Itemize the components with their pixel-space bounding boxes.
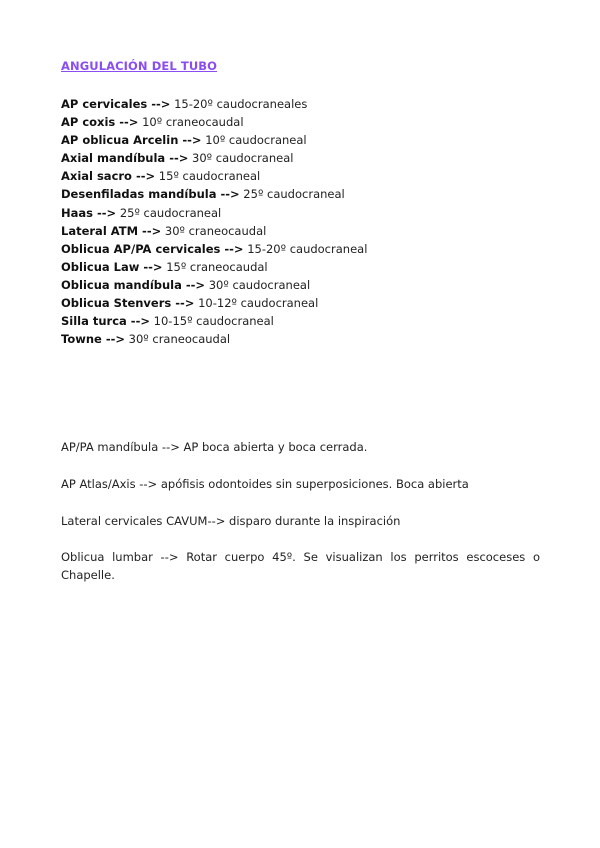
angle-value: 10º caudocraneal [201,133,307,148]
angle-label: Oblicua Law --> [61,259,163,274]
angle-label: Silla turca --> [61,314,150,329]
angle-value: 25º caudocraneal [116,205,222,220]
angle-item [61,330,367,348]
angle-item [61,131,367,149]
angle-value: 30º caudocraneal [205,277,311,292]
angle-item [61,258,367,276]
angle-item [61,149,367,167]
angle-value: 30º caudocraneal [188,151,294,166]
tube-angle-list [61,95,367,348]
angle-item [61,222,367,240]
angle-label: Axial mandíbula --> [61,151,189,166]
angle-value: 10-15º caudocraneal [150,314,274,329]
note-paragraph: AP Atlas/Axis --> apófisis odontoides sin superposiciones. Boca abierta [61,477,469,491]
angle-label: Oblicua Stenvers --> [61,296,195,311]
angle-item [61,113,367,131]
angle-label: AP oblicua Arcelin --> [61,133,202,148]
angle-value: 10º craneocaudal [138,115,244,130]
note-paragraph: AP/PA mandíbula --> AP boca abierta y boca cerrada. [61,440,368,454]
angle-label: AP cervicales --> [61,97,171,111]
angle-label: Lateral ATM --> [61,223,162,238]
note-paragraph: Lateral cervicales CAVUM--> disparo durante la inspiración [61,514,401,528]
angle-value: 30º craneocaudal [161,223,267,238]
note-paragraph: Oblicua lumbar --> Rotar cuerpo 45º. Se visualizan los perritos escoceses o Chapelle. [61,550,540,582]
angle-value: 15-20º caudocraneal [243,241,368,256]
angle-label: AP coxis --> [61,115,139,130]
angle-item [61,95,367,113]
angle-item [61,204,367,222]
angle-label: Oblicua mandíbula --> [61,277,206,292]
angle-label: Axial sacro --> [61,169,156,184]
angle-value: 15º craneocaudal [162,259,268,274]
angle-label: Haas --> [61,205,117,220]
angle-label: Towne --> [61,332,126,347]
angle-value: 10-12º caudocraneal [194,296,319,311]
angle-value: 25º caudocraneal [239,187,345,202]
angle-item [61,167,367,185]
angle-label: Desenfiladas mandíbula --> [61,187,240,202]
angle-item [61,312,367,330]
angle-value: 30º craneocaudal [125,332,231,347]
angle-item [61,185,367,203]
angle-item [61,276,367,294]
section-title: ANGULACIÓN DEL TUBO [61,59,218,73]
angle-item [61,240,367,258]
angle-label: Oblicua AP/PA cervicales --> [61,241,244,256]
angle-value: 15º caudocraneal [155,169,261,184]
angle-value: 15-20º caudocraneales [170,97,308,111]
angle-item [61,294,367,312]
